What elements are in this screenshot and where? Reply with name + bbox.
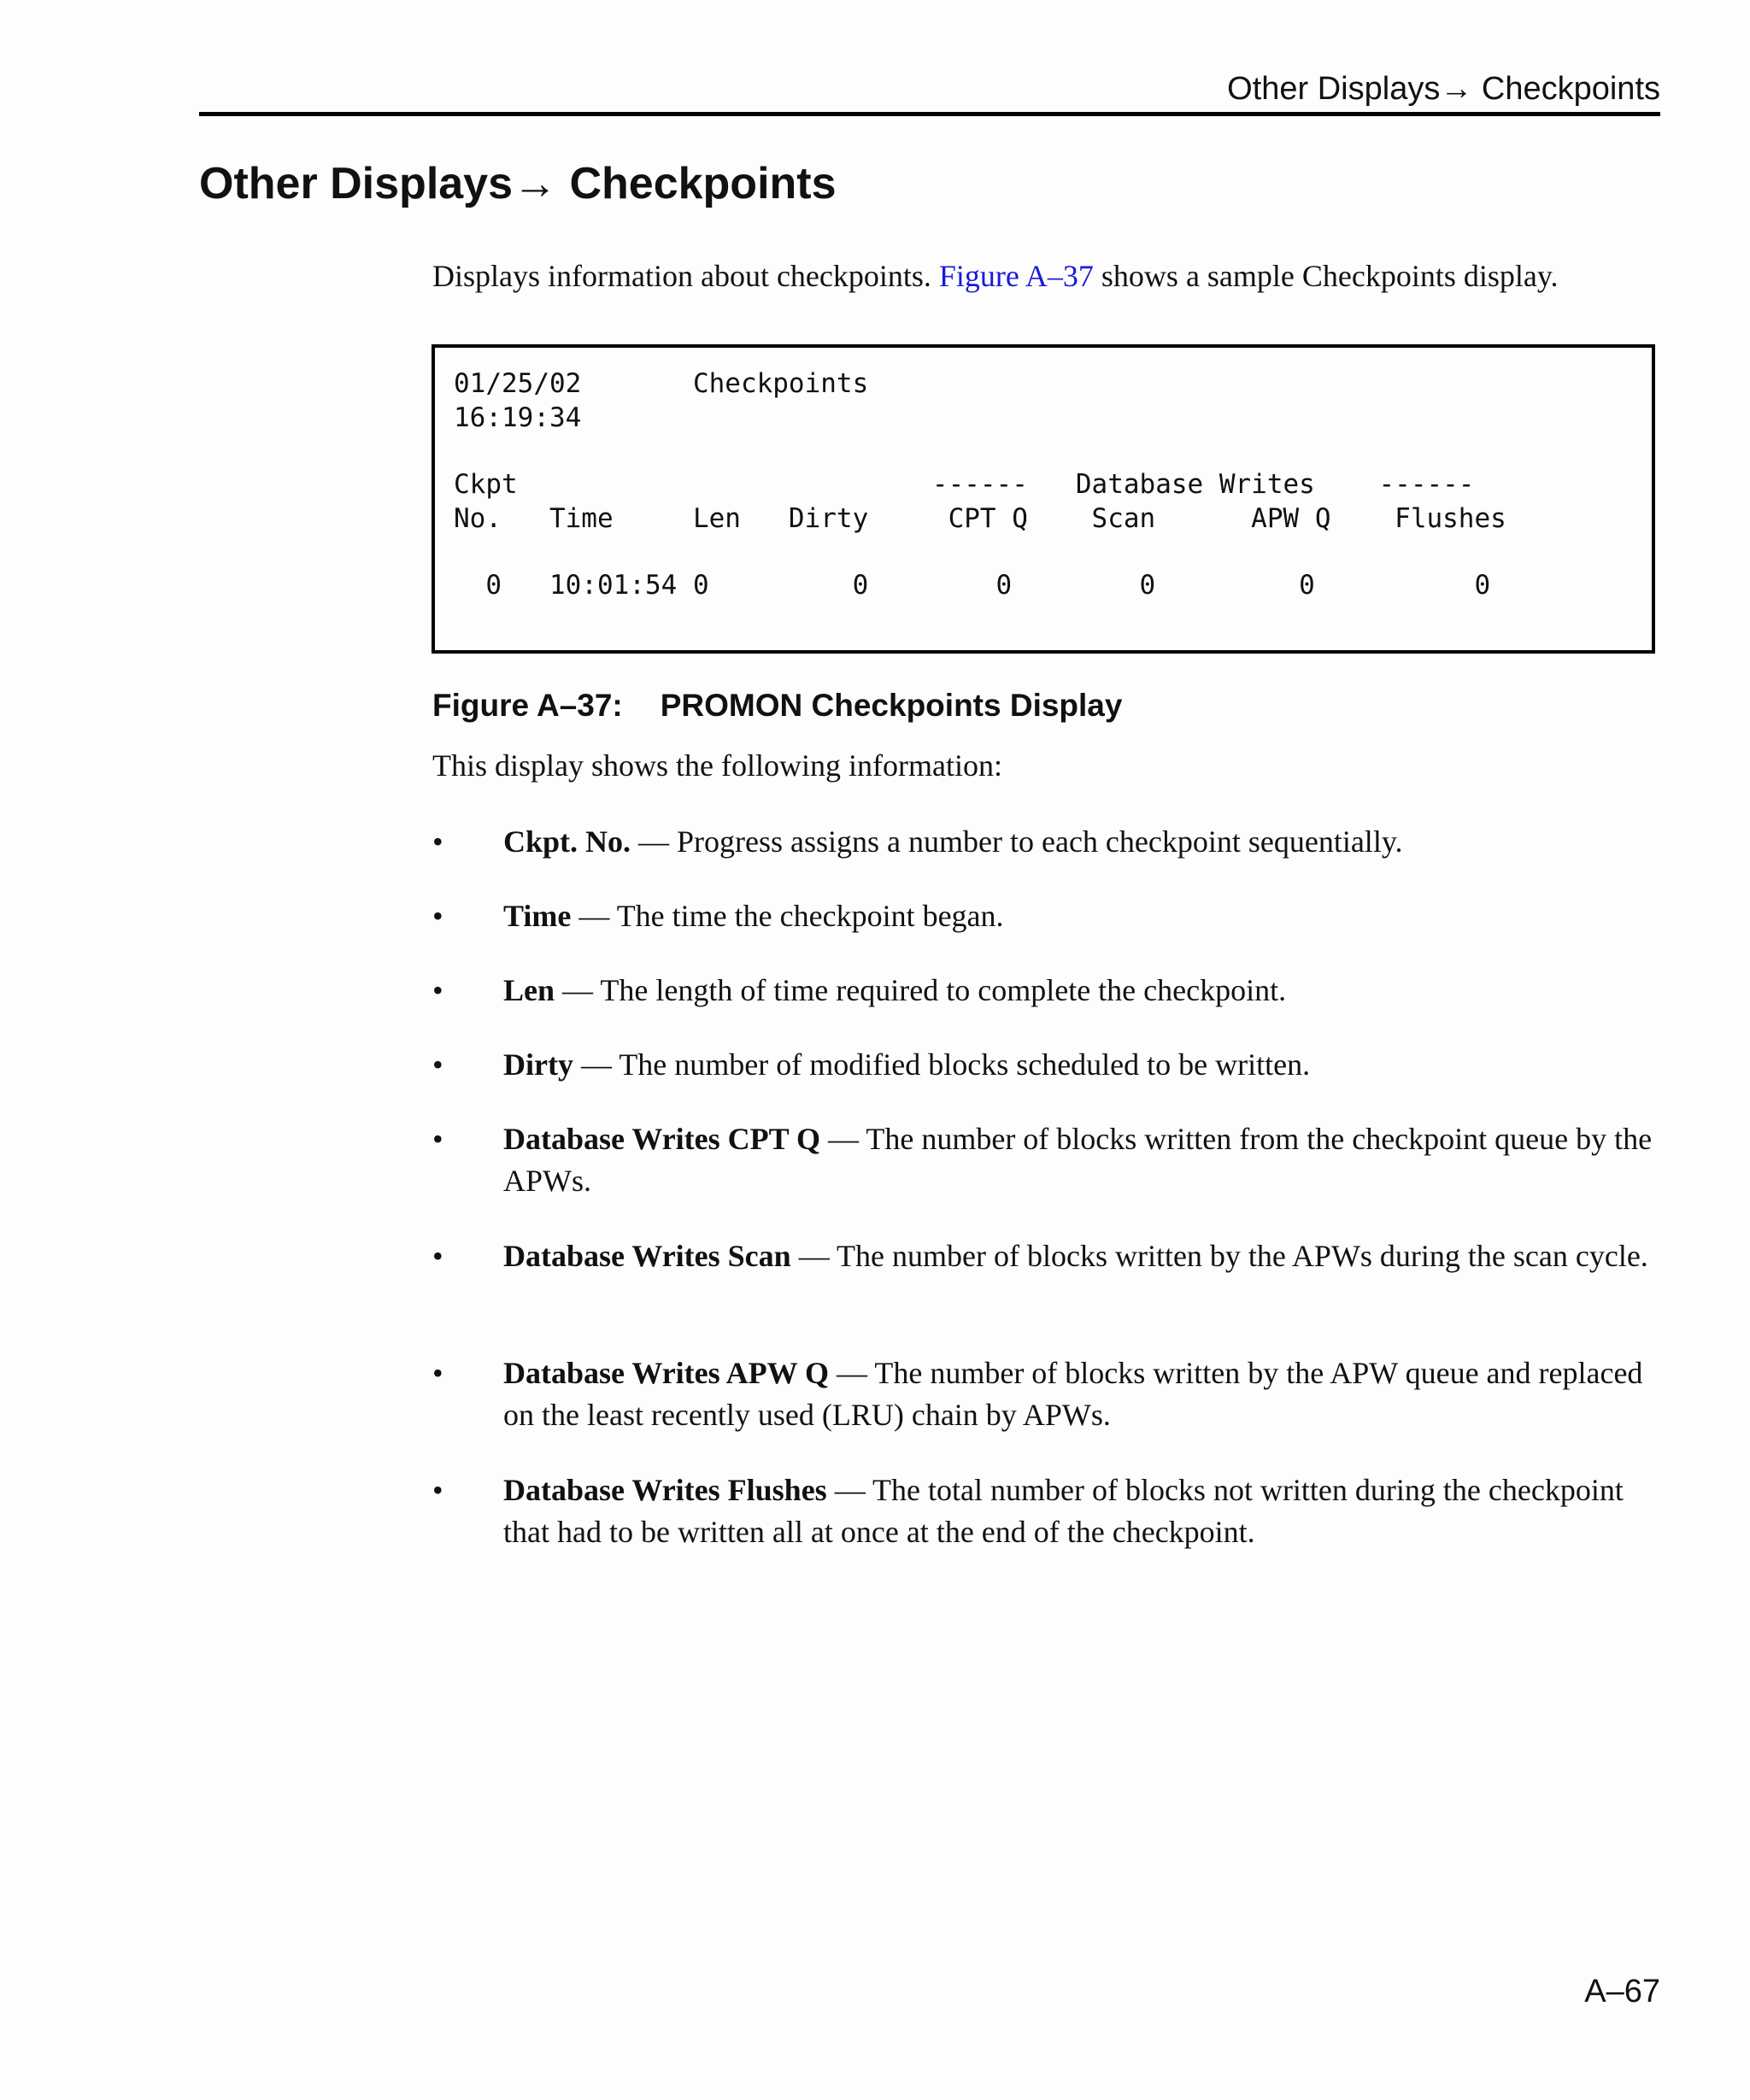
list-item [432,1235,1663,1277]
list-item-term: Database Writes Scan [503,1239,791,1273]
list-item-desc: — The number of blocks written by the APW queue and replaced on the least recently used (LRU) chain by APWs. [503,1356,1643,1432]
figure-label: Figure A–37: [432,688,623,723]
list-item-desc: — Progress assigns a number to each checkpoint sequentially. [631,824,1403,859]
figure-title: PROMON Checkpoints Display [660,688,1123,723]
list-item [432,1469,1663,1553]
bullet-icon: • [432,899,443,933]
list-item-term: Len [503,973,555,1007]
bullet-icon: • [432,1239,443,1273]
list-item-desc: — The number of blocks written from the checkpoint queue by the APWs. [503,1122,1653,1198]
list-item-desc: — The number of blocks written by the APWs during the scan cycle. [790,1239,1648,1273]
list-item-term: Ckpt. No. [503,824,631,859]
list-item [432,1352,1663,1436]
bullet-icon: • [432,1356,443,1390]
intro-paragraph [432,252,1559,300]
screen-data-row: 0 10:01:54 0 0 0 0 0 0 [454,570,1491,601]
header-rule [199,112,1660,116]
list-item-term: Time [503,899,572,933]
list-item-desc: — The time the checkpoint began. [571,899,1004,933]
page-number: A–67 [1584,1974,1660,2009]
screen-column-group-header: Ckpt ------ Database Writes ------ [454,469,1475,500]
list-item [432,1044,1663,1086]
bullet-icon: • [432,973,443,1007]
list-item-term: Dirty [503,1047,573,1082]
section-title: Other Displays→ Checkpoints [199,159,837,208]
list-item-term: Database Writes CPT Q [503,1122,821,1156]
list-item-desc: — The total number of blocks not written during the checkpoint that had to be written all at once at the end of the checkpoint. [503,1473,1624,1549]
screen-time-line: 16:19:34 [454,402,582,433]
list-item [432,970,1663,1012]
checkpoints-screen-display [432,344,1655,654]
intro-text-after: shows a sample Checkpoints display. [1093,259,1559,293]
list-item [432,895,1663,937]
list-item-desc: — The length of time required to complete the checkpoint. [555,973,1287,1007]
figure-caption [432,683,1122,728]
list-item-term: Database Writes Flushes [503,1473,827,1507]
screen-date-title-line: 01/25/02 Checkpoints [454,368,869,399]
intro-text-before: Displays information about checkpoints. [432,259,939,293]
list-item [432,1118,1663,1202]
bullet-icon: • [432,1473,443,1507]
figure-link[interactable]: Figure A–37 [938,259,1094,293]
bullet-icon: • [432,824,443,859]
bullet-icon: • [432,1047,443,1082]
list-item [432,821,1663,863]
list-item-term: Database Writes APW Q [503,1356,830,1390]
list-item-desc: — The number of modified blocks scheduled to be written. [573,1047,1311,1082]
lead-in-text: This display shows the following information: [432,748,1002,783]
screen-column-header: No. Time Len Dirty CPT Q Scan APW Q Flushes [454,503,1506,534]
bullet-icon: • [432,1122,443,1156]
running-header: Other Displays→ Checkpoints [1227,71,1660,107]
